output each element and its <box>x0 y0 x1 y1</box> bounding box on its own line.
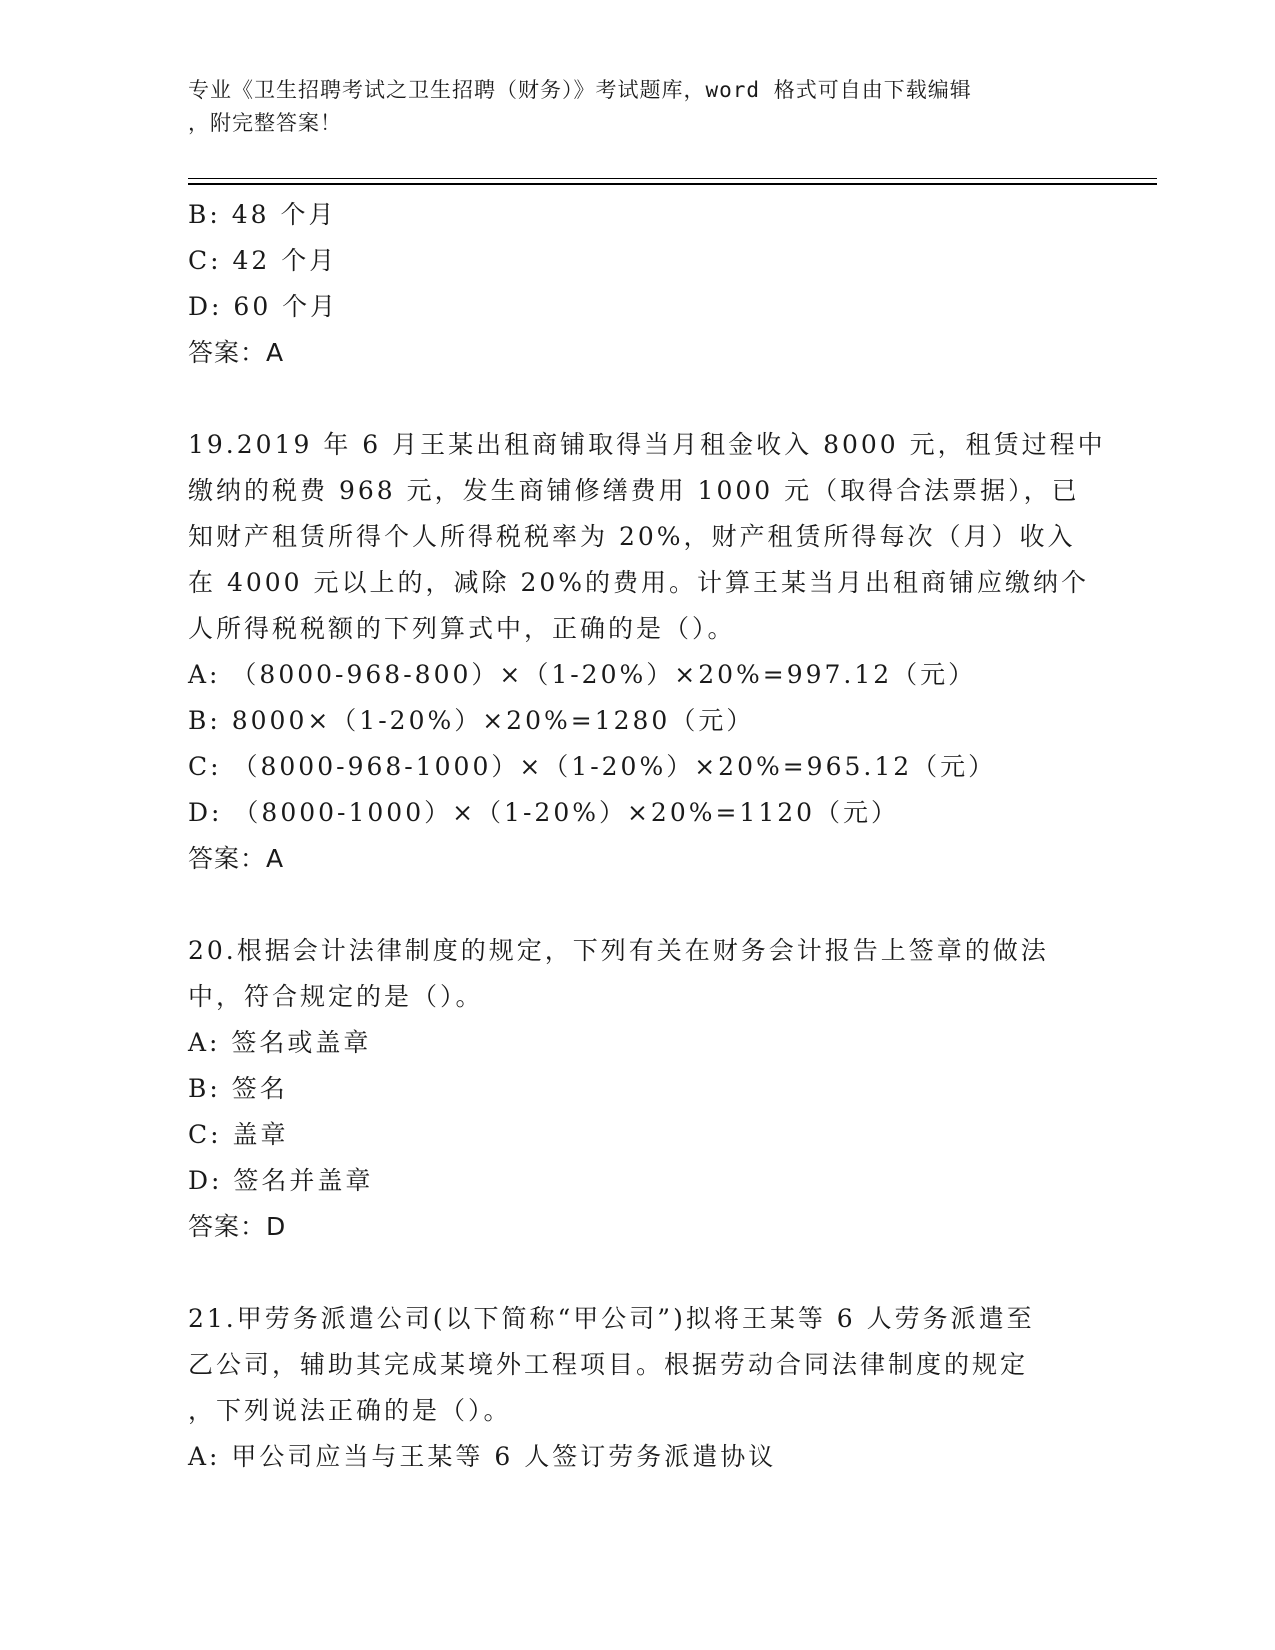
q20-answer: 答案：D <box>188 1212 287 1241</box>
q18-option-b: B: 48 个月 <box>188 200 337 229</box>
header-title-line-1: 专业《卫生招聘考试之卫生招聘（财务）》考试题库，word 格式可自由下载编辑 <box>188 78 972 102</box>
header-title-line-2: ，附完整答案！ <box>188 111 342 135</box>
header-divider-thin <box>188 178 1157 179</box>
q19-stem-line: 人所得税税额的下列算式中，正确的是（）。 <box>188 614 736 643</box>
q19-stem-line: 19.2019 年 6 月王某出租商铺取得当月租金收入 8000 元，租赁过程中 <box>188 430 1106 459</box>
q19-option-b: B: 8000×（1-20%）×20%=1280（元） <box>188 706 755 735</box>
document-body <box>188 192 1106 1480</box>
q19-stem-line: 在 4000 元以上的，减除 20%的费用。计算王某当月出租商铺应缴纳个 <box>188 568 1090 597</box>
q21-stem-line: 21.甲劳务派遣公司(以下简称“甲公司”)拟将王某等 6 人劳务派遣至 <box>188 1304 1035 1333</box>
q20-stem-line: 20.根据会计法律制度的规定，下列有关在财务会计报告上签章的做法 <box>188 936 1049 965</box>
q19-stem-line: 缴纳的税费 968 元，发生商铺修缮费用 1000 元（取得合法票据），已 <box>188 476 1080 505</box>
q19-option-c: C: （8000-968-1000）×（1-20%）×20%=965.12（元） <box>188 752 997 781</box>
q18-option-c: C: 42 个月 <box>188 246 338 275</box>
q20-option-c: C: 盖章 <box>188 1120 289 1149</box>
q19-option-d: D: （8000-1000）×（1-20%）×20%=1120（元） <box>188 798 900 827</box>
spacer <box>188 376 1088 422</box>
document-header <box>188 74 1068 140</box>
q20-option-b: B: 签名 <box>188 1074 288 1103</box>
q20-option-a: A: 签名或盖章 <box>188 1028 372 1057</box>
q18-option-d: D: 60 个月 <box>188 292 339 321</box>
question-19 <box>188 422 1106 882</box>
spacer <box>188 882 1088 928</box>
question-18-tail <box>188 192 1088 376</box>
question-20 <box>188 928 1088 1250</box>
q19-answer: 答案：A <box>188 844 285 873</box>
q20-stem-line: 中，符合规定的是（）。 <box>188 982 484 1011</box>
q21-stem-line: 乙公司，辅助其完成某境外工程项目。根据劳动合同法律制度的规定 <box>188 1350 1029 1379</box>
q21-option-a: A: 甲公司应当与王某等 6 人签订劳务派遣协议 <box>188 1442 777 1471</box>
q19-stem-line: 知财产租赁所得个人所得税税率为 20%，财产租赁所得每次（月）收入 <box>188 522 1076 551</box>
q21-stem-line: ，下列说法正确的是（）。 <box>188 1396 512 1425</box>
question-21 <box>188 1296 1088 1480</box>
header-divider-thick <box>188 183 1157 185</box>
spacer <box>188 1250 1088 1296</box>
q20-option-d: D: 签名并盖章 <box>188 1166 374 1195</box>
q19-option-a: A: （8000-968-800）×（1-20%）×20%=997.12（元） <box>188 660 977 689</box>
q18-answer: 答案：A <box>188 338 285 367</box>
